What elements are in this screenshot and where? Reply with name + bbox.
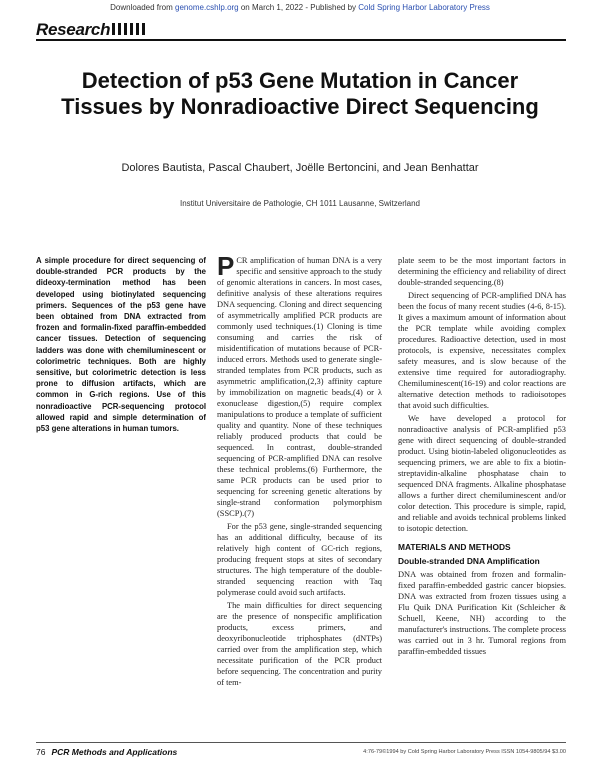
intro-paragraph-1-text: CR amplification of human DNA is a very specific and sensitive approach to the study of genomic alterations in cancers. In most cases, definitive analysis of these alterations requires DNA sequencing. Cloning and direct sequencing of asymmetrically amplified PCR products are commonly used techniques.(1) Cloning is time consuming and carries the risk of misidentification of mutations because of PCR-induced errors. Methods used to generate single-stranded templates from PCR products, such as asymmetric amplification,(2,3) affinity capture by immobilization on magnetic beads,(4) or λ exonuclease digestion,(5) require complex manipulations to produce a template of sufficient quality and quantity. None of these techniques reliably produced products that could be sequenced. In contrast, double-stranded sequencing of PCR-amplified DNA can resolve these technical problems.(6) Furthermore, the same PCR products can be used prior to sequencing for screening genetic alterations by single-strand conformation polymorphism (SSCP).(7) xyxy=(217,256,382,518)
intro-paragraph-1 xyxy=(217,251,382,519)
journal-name: PCR Methods and Applications xyxy=(51,747,178,757)
article-title: Detection of p53 Gene Mutation in Cancer Tissues by Nonradioactive Direct Sequencing xyxy=(61,68,539,119)
intro-paragraph-4: Direct sequencing of PCR-amplified DNA has been the focus of many recent studies (4-6, 8-15). It gives a maximum amount of information about the PCR template while avoiding complex procedures. Radioactive detection, used in most protocols, is expensive, necessitates complex safety measures, and is slow because of the extensive time required for autoradiography. Chemiluminescent(16-19) and color reactions are alternative detection methods to radioisotopes that avoid such difficulties. xyxy=(398,291,566,410)
abstract: A simple procedure for direct sequencing of double-stranded PCR products by the dideoxy-termination method has been developed using biotinylated sequencing primers. Sequences of the p53 gene have been obtained from DNA extracted from frozen and formalin-fixed paraffin-embedded cancer tissues. Detection of sequencing ladders was done with chemiluminescent or colorimetric techniques. Both are highly sensitive, but colorimetric detection is less prone to diffusion artifacts, which are common in G-rich regions. Use of this nonradioactive PCR-sequencing protocol allowed rapid and simple determination of p53 gene alterations in human tumors. xyxy=(36,256,206,434)
intro-paragraph-3-continued: plate seem to be the most important factors in determining the efficiency and reliability of direct double-stranded sequencing.(8) xyxy=(398,256,566,287)
drop-cap: P xyxy=(217,251,235,281)
banner-site-link[interactable]: genome.cshlp.org xyxy=(175,3,239,12)
copyright-line: 4:76-79©1994 by Cold Spring Harbor Laboratory Press ISSN 1054-9805/94 $3.00 xyxy=(363,749,566,755)
affiliation: Institut Universitaire de Pathologie, CH 1011 Lausanne, Switzerland xyxy=(180,199,420,208)
intro-paragraph-3: The main difficulties for direct sequencing are the presence of nonspecific amplification products, excess primers, and deoxyribonucleotide triphosphates (dNTPs) carried over from the amplification step, which necessitate purification of the PCR product before sequencing. The concentration and purity of tem- xyxy=(217,601,382,687)
section-tag-label: Research xyxy=(36,20,111,39)
section-tag-bars-icon xyxy=(111,23,153,35)
page-number: 76 xyxy=(36,747,46,757)
author-list: Dolores Bautista, Pascal Chaubert, Joëlle Bertoncini, and Jean Benhattar xyxy=(121,162,479,174)
banner-publisher-link[interactable]: Cold Spring Harbor Laboratory Press xyxy=(358,3,490,12)
methods-paragraph-1: DNA was obtained from frozen and formalin-fixed paraffin-embedded gastric cancer biopsies. DNA was extracted from frozen tissues using a Flu Quik DNA Purification Kit (Schleicher & Schuell, Keene, NH) according to the manufacturer's instructions. The complete process was carried out in 3 hr. Tumoral regions from paraffin-embedded tissues xyxy=(398,570,566,656)
header-rule xyxy=(36,39,566,41)
intro-paragraph-2: For the p53 gene, single-stranded sequencing has an additional difficulty, because of its relatively high content of GC-rich regions, producing frequent stops at sites of secondary structures. The high temperature of the double-stranded sequencing reaction with Taq polymerase could avoid such artifacts. xyxy=(217,522,382,597)
banner-prefix: Downloaded from xyxy=(110,3,173,12)
footer-rule xyxy=(36,742,566,743)
subsection-heading-amplification: Double-stranded DNA Amplification xyxy=(398,556,540,566)
footer-left xyxy=(36,747,177,757)
body-column-middle xyxy=(217,251,382,690)
banner-middle: on March 1, 2022 - Published by xyxy=(240,3,357,12)
intro-paragraph-5: We have developed a protocol for nonradioactive analysis of PCR-amplified p53 gene with direct sequencing of double-stranded product. Using biotin-labeled oligonucleotides as sequencing primers, we are able to fix a biotin-streptavidin-alkaline phosphatase chain to sequenced DNA fragments. Alkaline phosphatase allows a further direct chemiluminescent and/or color detection. This procedure is simple, rapid, and reliable and avoids technical problems linked to isotopic detection. xyxy=(398,414,566,533)
section-heading-methods: MATERIALS AND METHODS xyxy=(398,542,511,552)
download-banner xyxy=(0,3,600,12)
section-tag xyxy=(36,20,153,40)
body-column-right xyxy=(398,255,566,659)
